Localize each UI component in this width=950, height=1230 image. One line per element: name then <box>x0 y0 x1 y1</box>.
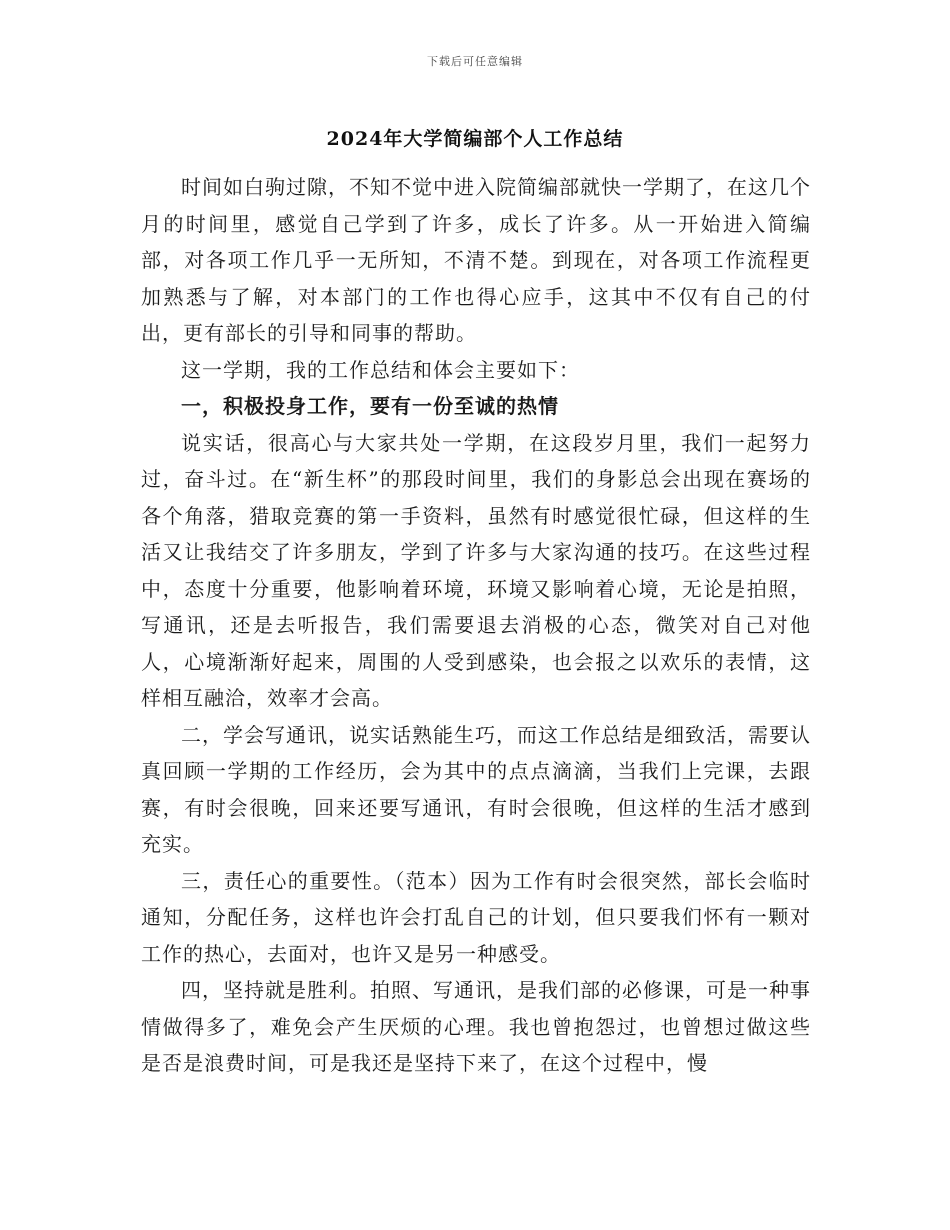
paragraph-section-2: 二，学会写通讯，说实话熟能生巧，而这工作总结是细致活，需要认真回顾一学期的工作经历，会为其中的点点滴滴，当我们上完课，去跟赛，有时会很晚，回来还要写通讯，有时会很晚，但这样的生活才感到充实。 <box>141 722 811 856</box>
document-title: 2024年大学简编部个人工作总结 <box>326 128 624 150</box>
section-heading-1: 一，积极投身工作，要有一份至诚的热情 <box>181 394 559 418</box>
document-body <box>141 169 811 1082</box>
paragraph-intro: 时间如白驹过隙，不知不觉中进入院简编部就快一学期了，在这几个月的时间里，感觉自己学到了许多，成长了许多。从一开始进入简编部，对各项工作几乎一无所知，不清不楚。到现在，对各项工作流程更加熟悉与了解，对本部门的工作也得心应手，这其中不仅有自己的付出，更有部长的引导和同事的帮助。 <box>141 175 811 345</box>
paragraph-section-1: 说实话，很高心与大家共处一学期，在这段岁月里，我们一起努力过，奋斗过。在“新生杯”的那段时间里，我们的身影总会出现在赛场的各个角落，猎取竞赛的第一手资料，虽然有时感觉很忙碌，但这样的生活又让我结交了许多朋友，学到了许多与大家沟通的技巧。在这些过程中，态度十分重要，他影响着环境，环境又影响着心境，无论是拍照，写通讯，还是去听报告，我们需要退去消极的心态，微笑对自己对他人，心境渐渐好起来，周围的人受到感染，也会报之以欢乐的表情，这样相互融洽，效率才会高。 <box>141 430 811 710</box>
paragraph-section-4: 四，坚持就是胜利。拍照、写通讯，是我们部的必修课，可是一种事情做得多了，难免会产生厌烦的心理。我也曾抱怨过，也曾想过做这些是否是浪费时间，可是我还是坚持下来了，在这个过程中，慢 <box>141 978 811 1075</box>
paragraph-summary-lead: 这一学期，我的工作总结和体会主要如下： <box>181 357 580 382</box>
paragraph-section-3: 三，责任心的重要性。（范本）因为工作有时会很突然，部长会临时通知，分配任务，这样也许会打乱自己的计划，但只要我们怀有一颗对工作的热心，去面对，也许又是另一种感受。 <box>141 868 811 966</box>
header-note: 下载后可任意编辑 <box>427 55 523 68</box>
